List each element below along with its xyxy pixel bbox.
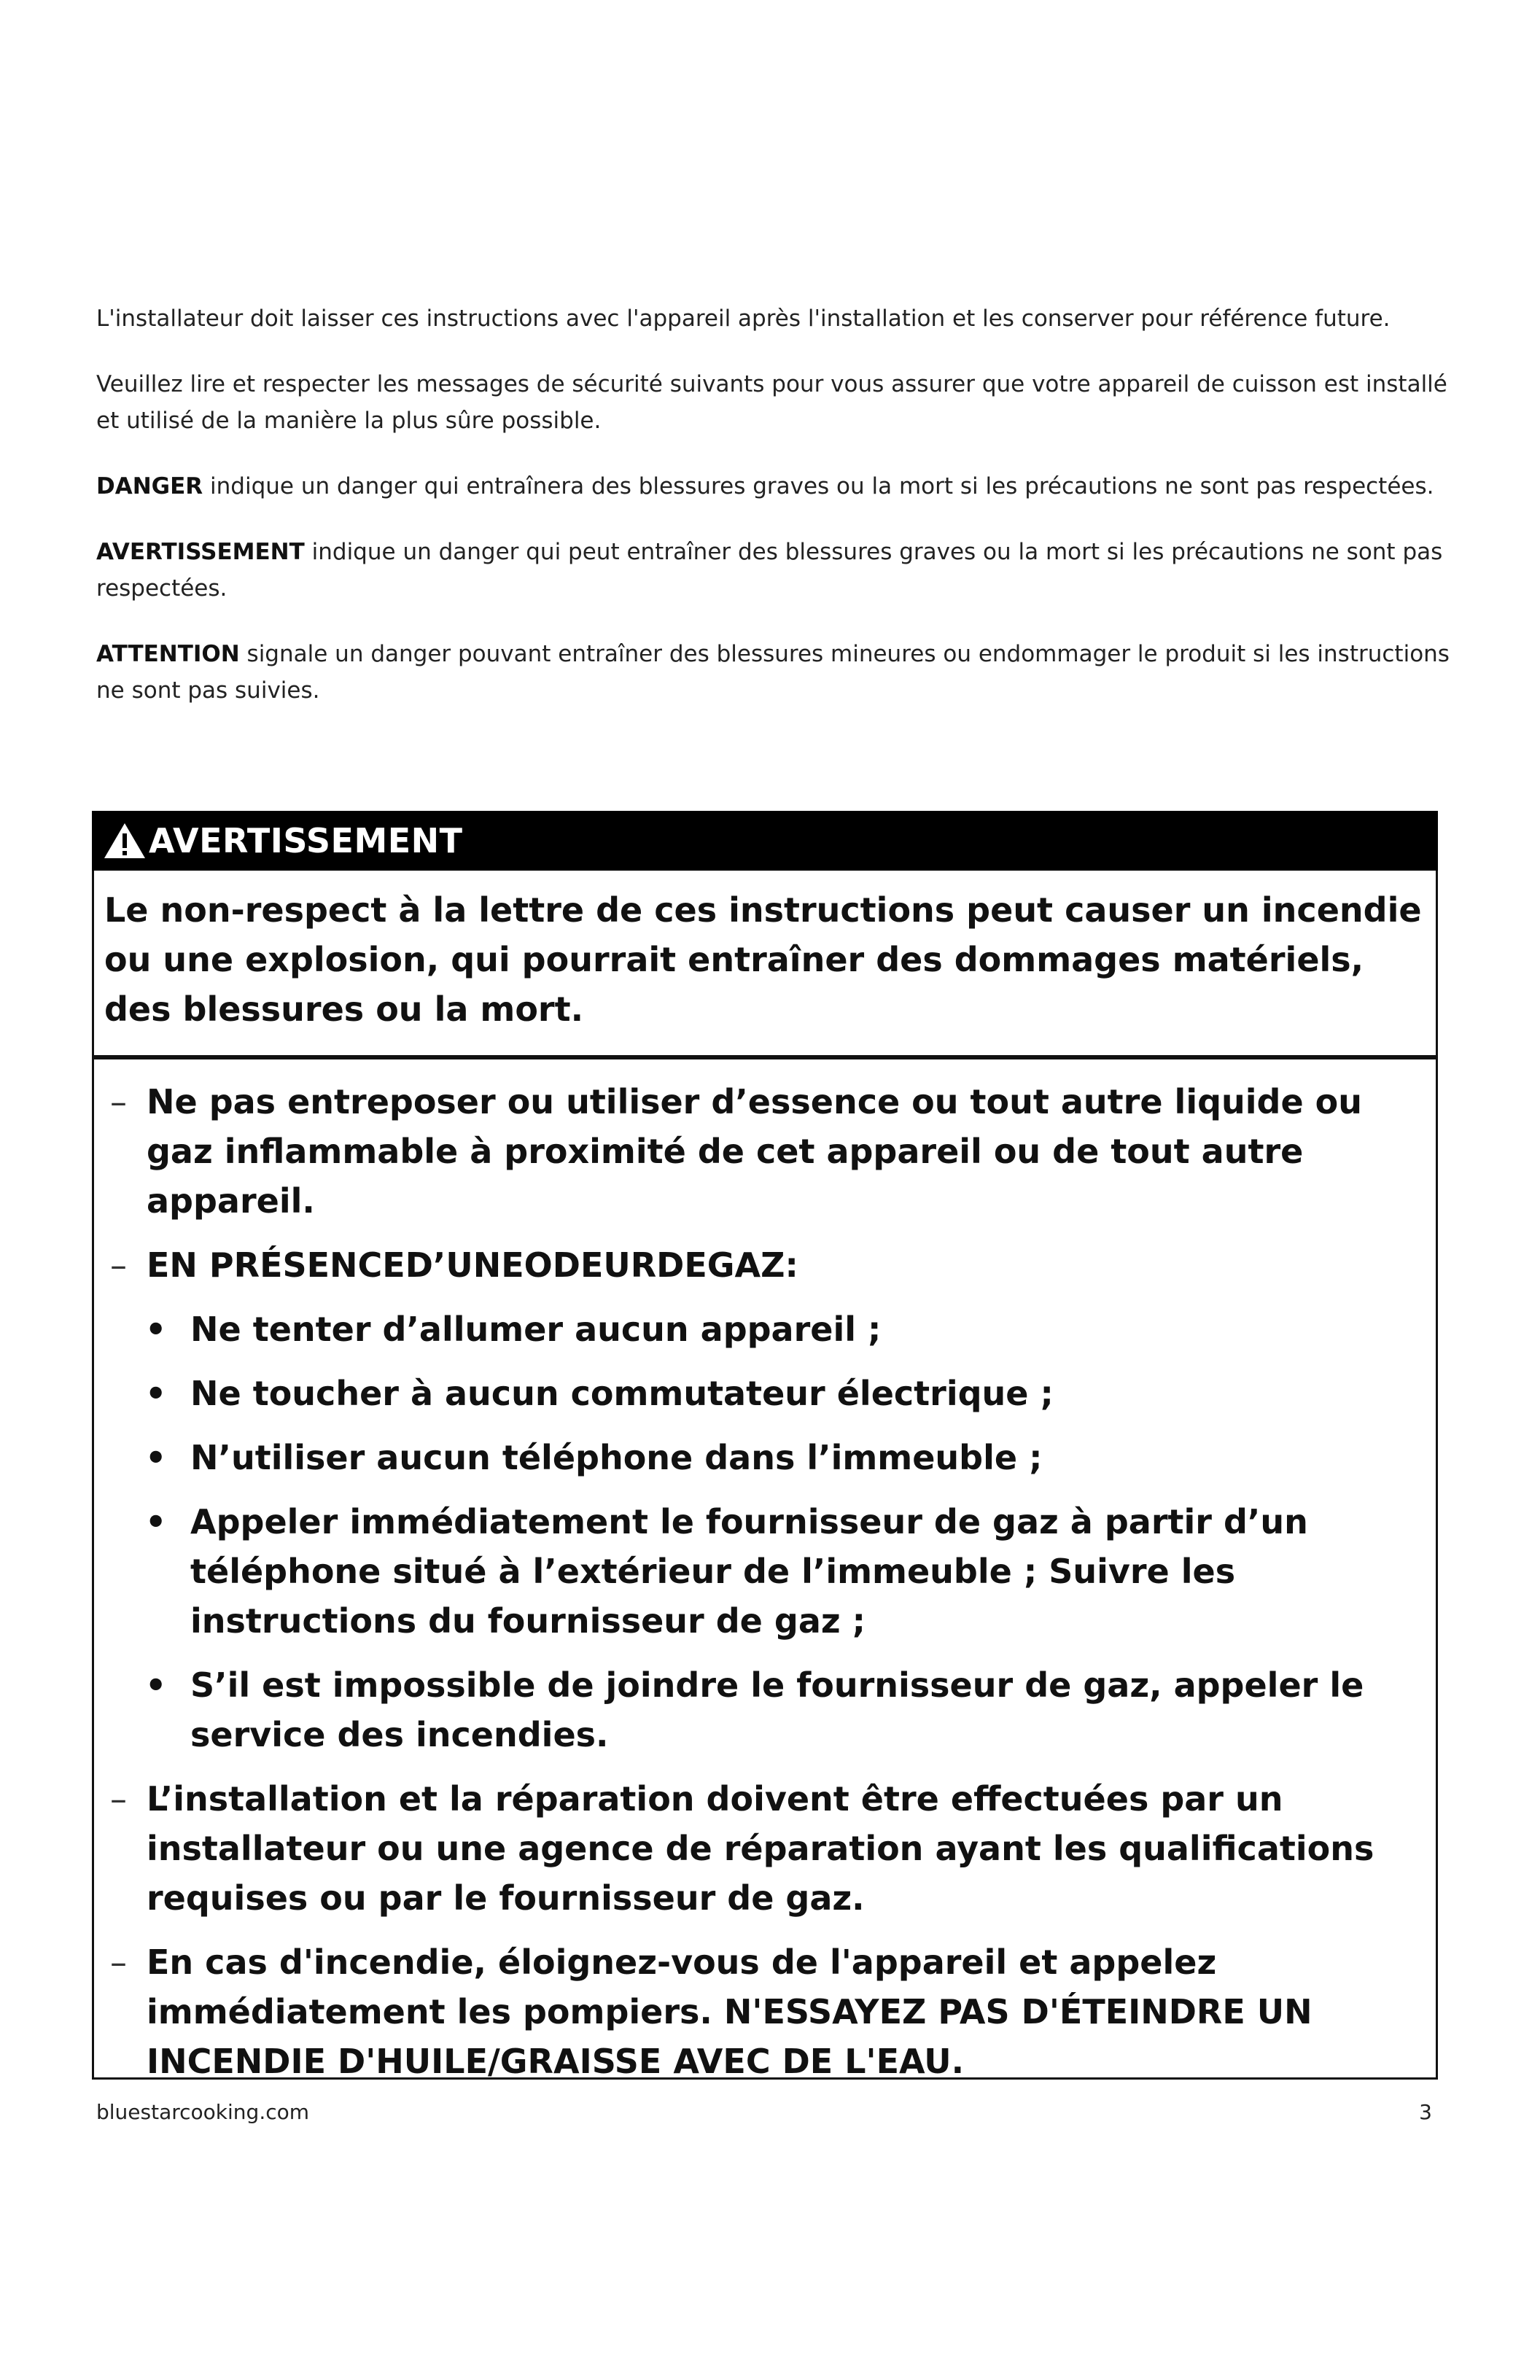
attention-definition: signale un danger pouvant entraîner des blessures mineures ou endommager le produit si les instructions ne sont pas suivies. <box>96 641 1450 704</box>
bullet-marker: • <box>145 1374 167 1413</box>
dash-marker: – <box>110 1245 127 1285</box>
footer-website: bluestarcooking.com <box>96 2100 310 2124</box>
warning-lead-text: Le non-respect à la lettre de ces instructions peut causer un incendie ou une explosion, qui pourrait entraîner des dommages matériels, des blessures ou la mort. <box>104 890 1422 1029</box>
definition-attention <box>96 636 1452 709</box>
warning-item-text: Ne pas entreposer ou utiliser d’essence ou tout autre liquide ou gaz inflammable à proximité de cet appareil ou de tout autre appareil. <box>147 1082 1363 1221</box>
intro-paragraph-safety: Veuillez lire et respecter les messages de sécurité suivants pour vous assurer que votre appareil de cuisson est installé et utilisé de la manière la plus sûre possible. <box>96 371 1447 434</box>
attention-term: ATTENTION <box>96 641 240 667</box>
warning-item-fire <box>94 1937 1421 2086</box>
avertissement-definition: indique un danger qui peut entraîner des blessures graves ou la mort si les précautions ne sont pas respectées. <box>96 539 1443 602</box>
warning-header <box>92 811 1438 871</box>
warning-instructions-box <box>92 1057 1438 2080</box>
list-item <box>94 1433 1421 1482</box>
intro-section <box>96 300 1452 738</box>
dash-marker: – <box>110 1082 127 1121</box>
list-item <box>94 1660 1421 1759</box>
definition-danger <box>96 468 1452 505</box>
list-item <box>94 1497 1421 1646</box>
bullet-text: S’il est impossible de joindre le fournisseur de gaz, appeler le service des incendies. <box>190 1665 1364 1754</box>
definition-avertissement <box>96 534 1452 607</box>
dash-marker: – <box>110 1942 127 1982</box>
warning-item-text: En cas d'incendie, éloignez-vous de l'appareil et appelez immédiatement les pompiers. N'ESSAYEZ PAS D'ÉTEINDRE UN INCENDIE D'HUILE/GRAISSE AVEC DE L'EAU. <box>147 1942 1312 2081</box>
warning-title: AVERTISSEMENT <box>149 821 463 860</box>
dash-marker: – <box>110 1779 127 1819</box>
bullet-marker: • <box>145 1665 167 1705</box>
intro-paragraph-installer: L'installateur doit laisser ces instructions avec l'appareil après l'installation et les conserver pour référence future. <box>96 306 1391 332</box>
bullet-text: Appeler immédiatement le fournisseur de gaz à partir d’un téléphone situé à l’extérieur de l’immeuble ; Suivre les instructions du fournisseur de gaz ; <box>190 1502 1308 1641</box>
bullet-marker: • <box>145 1438 167 1477</box>
avertissement-term: AVERTISSEMENT <box>96 539 305 565</box>
gas-odor-bullet-list <box>94 1304 1421 1759</box>
danger-definition: indique un danger qui entraînera des blessures graves ou la mort si les précautions ne sont pas respectées. <box>203 473 1434 499</box>
list-item <box>94 1304 1421 1354</box>
bullet-text: Ne tenter d’allumer aucun appareil ; <box>190 1310 882 1349</box>
warning-item-text: L’installation et la réparation doivent être effectuées par un installateur ou une agence de réparation ayant les qualifications requises ou par le fournisseur de gaz. <box>147 1779 1374 1918</box>
warning-lead-box <box>92 871 1438 1057</box>
bullet-marker: • <box>145 1502 167 1541</box>
warning-item-installation <box>94 1774 1421 1923</box>
list-item <box>94 1369 1421 1418</box>
bullet-text: N’utiliser aucun téléphone dans l’immeuble ; <box>190 1438 1043 1477</box>
warning-item-text: EN PRÉSENCED’UNEODEURDEGAZ: <box>147 1245 798 1285</box>
danger-term: DANGER <box>96 473 203 499</box>
warning-item-storage <box>94 1077 1421 1226</box>
warning-item-gas-odor <box>94 1240 1421 1290</box>
footer-page-number: 3 <box>1419 2100 1432 2124</box>
warning-triangle-icon <box>102 820 147 861</box>
bullet-text: Ne toucher à aucun commutateur électrique ; <box>190 1374 1054 1413</box>
bullet-marker: • <box>145 1310 167 1349</box>
